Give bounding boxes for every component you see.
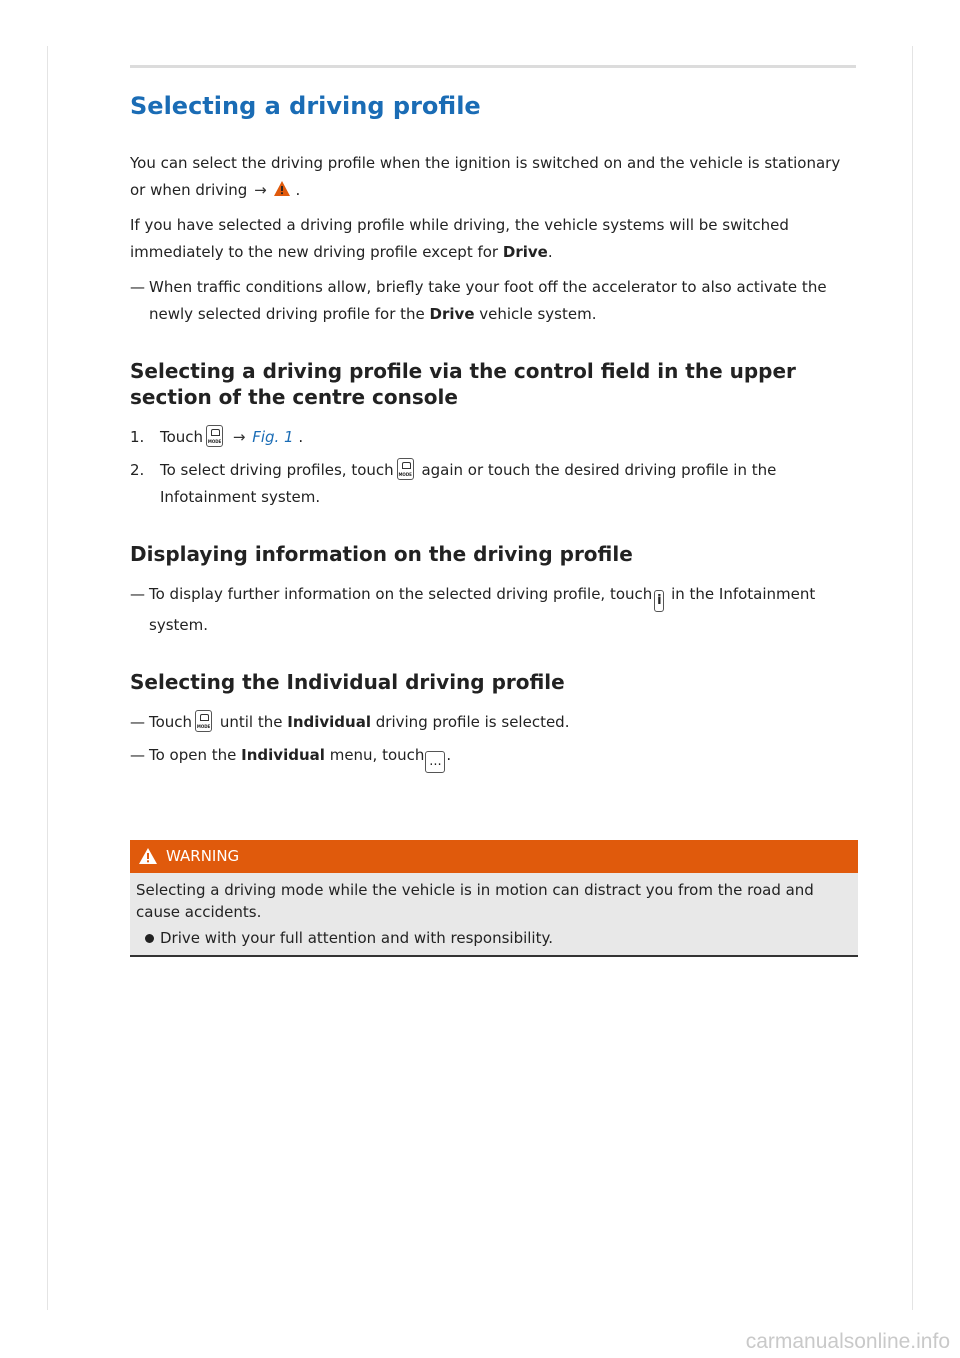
step-text: menu, touch <box>329 746 425 764</box>
intro-paragraph-2 <box>130 212 860 266</box>
step-text: To display further information on the selected driving profile, touch <box>149 585 653 603</box>
section-info-header <box>130 541 860 567</box>
intro-text-1-end: . <box>295 181 301 199</box>
arrow-icon: → <box>254 181 267 199</box>
page-border-left <box>47 46 48 1310</box>
main-content <box>130 88 860 779</box>
section-heading-individual: Selecting the Individual driving profile <box>130 670 565 694</box>
step-text: To select driving profiles, touch <box>160 461 394 479</box>
warning-text: Selecting a driving mode while the vehicle is in motion can distract you from the road and cause accidents. <box>136 881 814 921</box>
page-title: Selecting a driving profile <box>130 92 481 120</box>
individual-step-1 <box>130 709 860 736</box>
intro-text-2: If you have selected a driving profile while driving, the vehicle systems will be switched immediately to the new driving profile except for <box>130 216 789 261</box>
arrow-icon: → <box>232 428 246 446</box>
page-border-right <box>912 46 913 1310</box>
figure-reference-link[interactable]: Fig. 1 <box>252 428 294 446</box>
step-text-end: vehicle system. <box>479 305 597 323</box>
warning-bullet <box>136 927 846 949</box>
step-number: 1. <box>130 428 145 446</box>
dash-marker: — <box>130 746 145 764</box>
step-text: Touch <box>160 428 204 446</box>
step-text: When traffic conditions allow, briefly take your foot off the accelerator to also activate the newly selected driving profile for the <box>149 278 827 323</box>
warning-header <box>130 840 858 873</box>
individual-step-2 <box>130 742 860 773</box>
mode-button-icon[interactable]: MODE <box>206 425 223 447</box>
step-text-end: driving profile is selected. <box>375 713 570 731</box>
warning-label: WARNING <box>166 847 240 865</box>
warning-bullet-text: Drive with your full attention and with responsibility. <box>160 929 553 947</box>
bullet-icon <box>145 934 154 943</box>
step-text-end: . <box>298 428 304 446</box>
intro-text-1: You can select the driving profile when the ignition is switched on and the vehicle is stationary or when driving <box>130 154 841 199</box>
dash-marker: — <box>130 278 145 296</box>
drive-label: Drive <box>502 243 548 261</box>
warning-box <box>130 840 858 957</box>
step-text: Touch <box>149 713 193 731</box>
warning-body <box>130 873 858 957</box>
watermark: carmanualsonline.info <box>745 1330 950 1353</box>
dash-marker: — <box>130 713 145 731</box>
individual-label: Individual <box>241 746 325 764</box>
info-icon[interactable]: i <box>654 590 664 612</box>
step-text-end: in the Infotainment system. <box>149 585 816 634</box>
section-individual-header <box>130 669 860 695</box>
dash-marker: — <box>130 585 145 603</box>
top-divider <box>130 65 856 68</box>
section-heading-console: Selecting a driving profile via the control field in the upper section of the centre console <box>130 359 796 409</box>
step-text-end: again or touch the desired driving profile in the Infotainment system. <box>160 461 777 506</box>
numbered-step-2 <box>130 457 860 511</box>
section-console-header <box>130 358 860 410</box>
step-text-end: . <box>446 746 452 764</box>
mode-button-icon[interactable]: MODE <box>195 710 212 732</box>
warning-triangle-icon[interactable] <box>273 180 291 197</box>
step-text: To open the <box>149 746 237 764</box>
mode-button-icon[interactable]: MODE <box>397 458 414 480</box>
more-options-icon[interactable]: ... <box>425 751 445 773</box>
info-step <box>130 581 860 639</box>
step-number: 2. <box>130 461 145 479</box>
numbered-step-1 <box>130 424 860 451</box>
warning-triangle-icon <box>138 847 158 865</box>
intro-paragraph-1 <box>130 150 860 204</box>
drive-label: Drive <box>429 305 475 323</box>
section-heading-info: Displaying information on the driving profile <box>130 542 633 566</box>
step-text: until the <box>219 713 283 731</box>
instruction-step <box>130 274 860 328</box>
individual-label: Individual <box>287 713 371 731</box>
intro-text-2-end: . <box>547 243 553 261</box>
